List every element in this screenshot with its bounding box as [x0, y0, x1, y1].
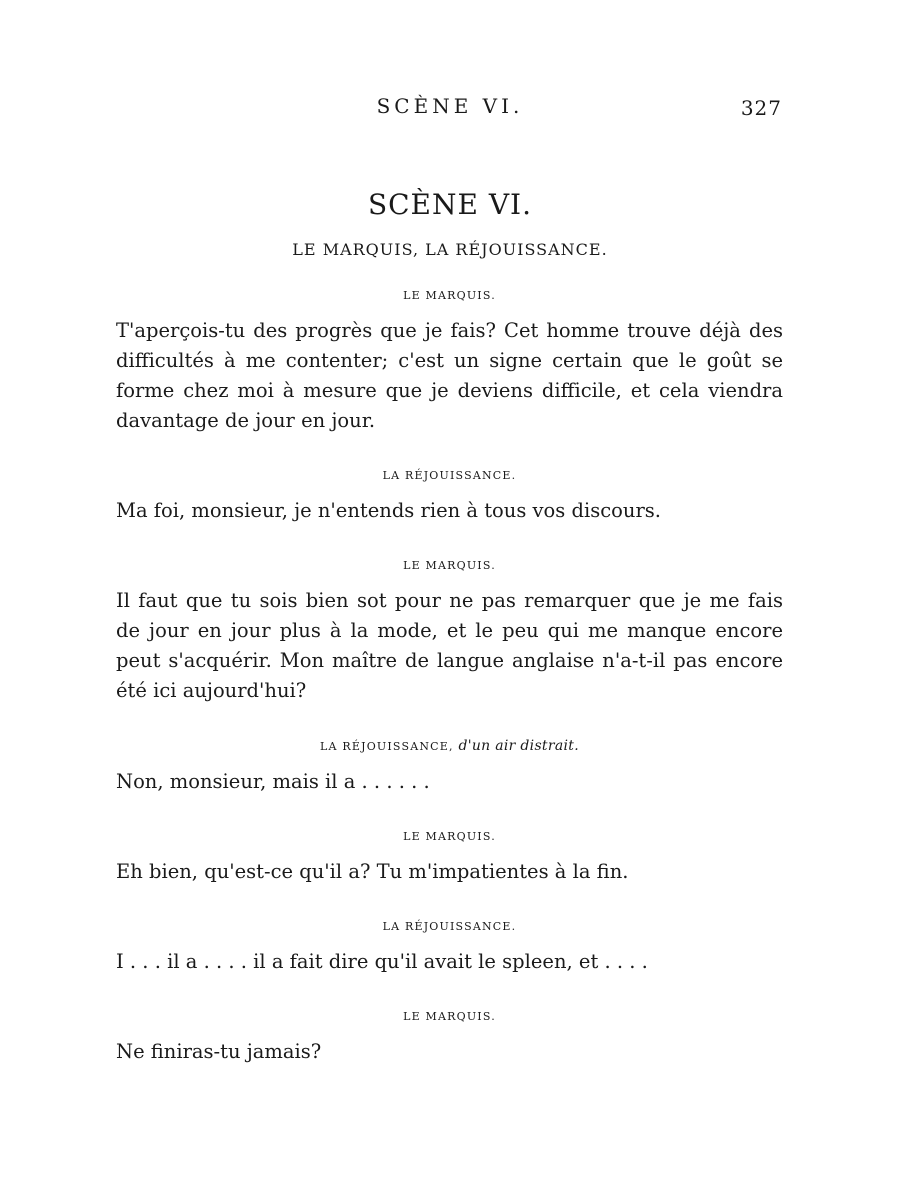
- dialogue-entry: [116, 286, 783, 436]
- dialogue-entry: [116, 917, 783, 977]
- dialogue-entry: [116, 827, 783, 887]
- speaker-label: LA RÉJOUISSANCE.: [382, 469, 517, 482]
- speech-text: I . . . il a . . . . il a fait dire qu'il avait le spleen, et . . . .: [116, 950, 648, 973]
- speaker-name: [116, 1007, 783, 1027]
- speech-text: Non, monsieur, mais il a . . . . . .: [116, 770, 430, 793]
- dialogue-entry: [116, 736, 783, 797]
- speech-text: Ne finiras-tu jamais?: [116, 1040, 322, 1063]
- speaker-label: LE MARQUIS.: [403, 830, 496, 843]
- speech-text: Il faut que tu sois bien sot pour ne pas remarquer que je me fais de jour en jour plus à la mode, et le peu qui me manque encore peut s'acquérir. Mon maître de langue anglaise n'a-t-il pas encore été ici aujourd'hui?: [116, 589, 783, 702]
- speaker-name: [116, 556, 783, 576]
- running-title: SCÈNE VI.: [376, 94, 524, 118]
- speaker-label: LE MARQUIS.: [403, 289, 496, 302]
- speaker-label: LA RÉJOUISSANCE.: [382, 920, 517, 933]
- scene-title: SCÈNE VI.: [367, 188, 533, 221]
- stage-direction: d'un air distrait.: [458, 738, 579, 754]
- speaker-name: [116, 466, 783, 486]
- speech-text: T'aperçois-tu des progrès que je fais? Cet homme trouve déjà des difficultés à me contenter; c'est un signe certain que le goût se forme chez moi à mesure que je deviens difficile, et cela viendra davantage de jour en jour.: [116, 319, 783, 432]
- speaker-label: LE MARQUIS.: [403, 1010, 496, 1023]
- speech-text: Eh bien, qu'est-ce qu'il a? Tu m'impatientes à la fin.: [116, 860, 629, 883]
- speech-text: Ma foi, monsieur, je n'entends rien à tous vos discours.: [116, 499, 661, 522]
- speaker-label: LA RÉJOUISSANCE,: [320, 740, 454, 753]
- speaker-name: [116, 917, 783, 937]
- speaker-label: LE MARQUIS.: [403, 559, 496, 572]
- scene-characters: LE MARQUIS, LA RÉJOUISSANCE.: [292, 240, 608, 259]
- dialogue-entry: [116, 466, 783, 526]
- speaker-name: [116, 827, 783, 847]
- dialogue-entry: [116, 556, 783, 706]
- dialogue: [116, 286, 783, 1067]
- running-head: [0, 94, 900, 124]
- speaker-name: [116, 736, 783, 757]
- page-number: 327: [740, 96, 782, 120]
- speaker-name: [116, 286, 783, 306]
- dialogue-entry: [116, 1007, 783, 1067]
